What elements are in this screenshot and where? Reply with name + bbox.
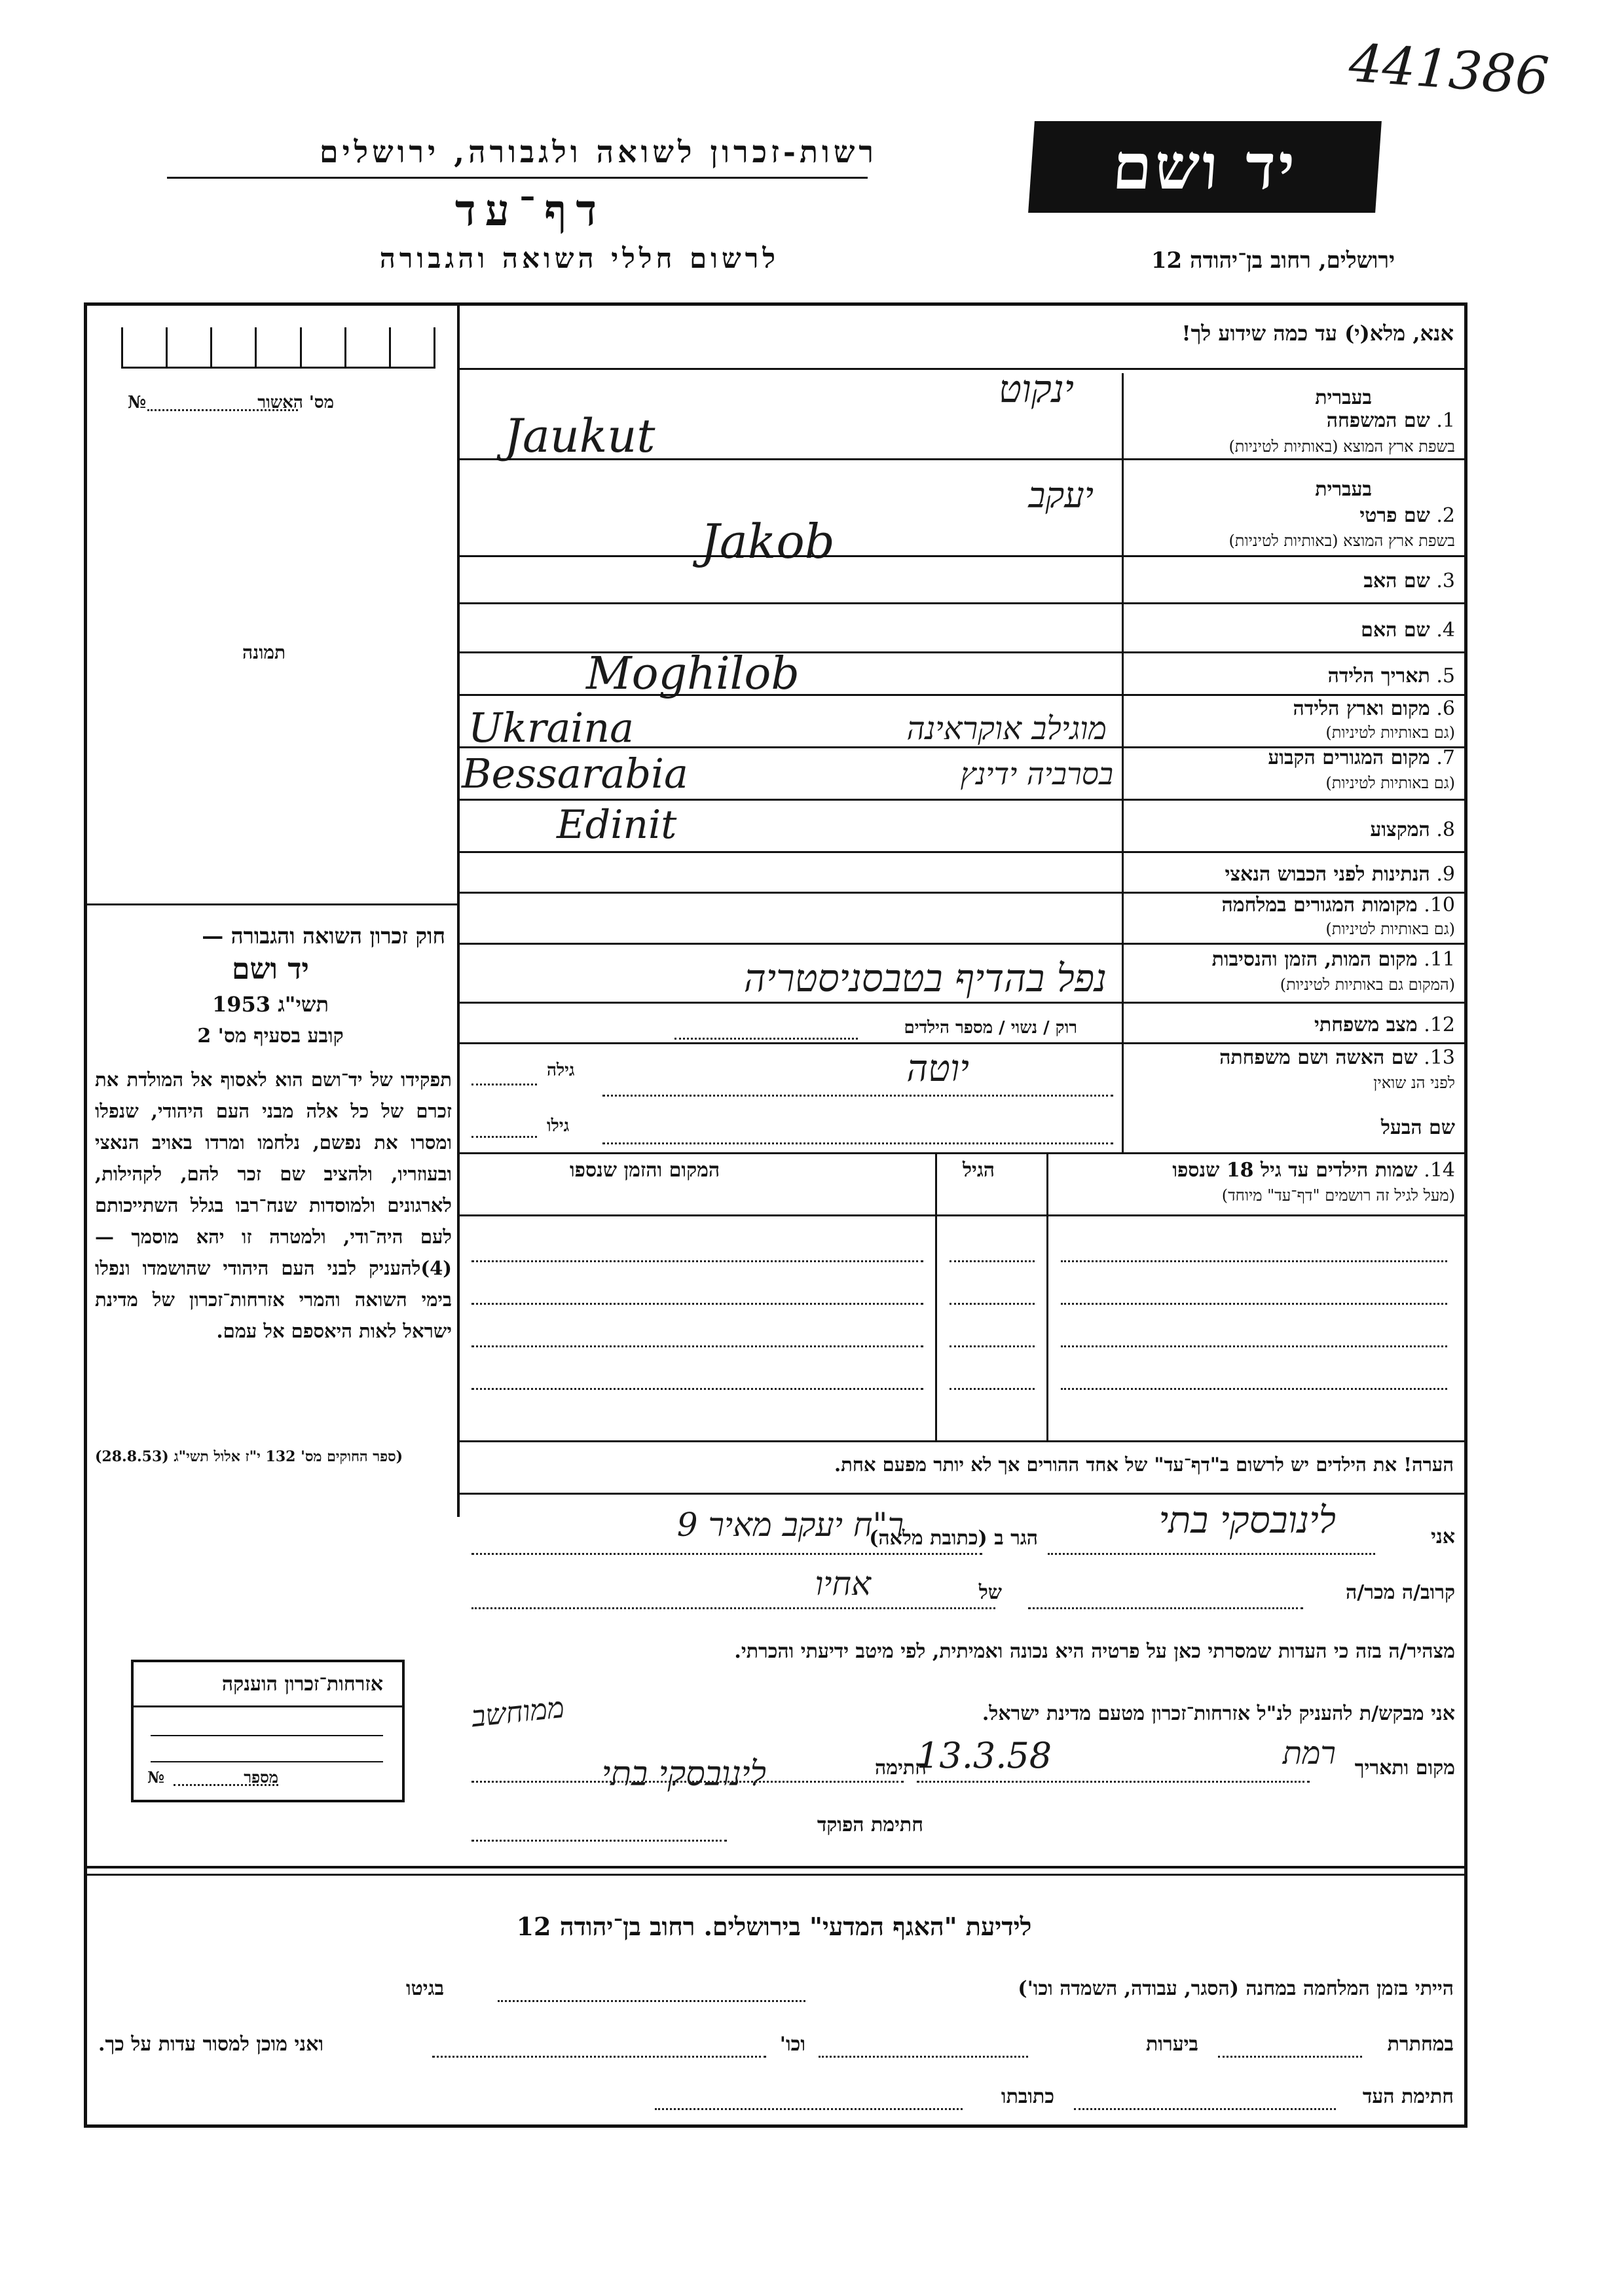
officer-label: חתימת הפוקד: [817, 1813, 923, 1836]
field-13-value-he: יוטה: [906, 1048, 969, 1090]
field-6-value-latin: Ukraina: [468, 704, 635, 752]
field-7-sub: (גם באותיות לטיניות): [1325, 774, 1455, 792]
info-line2-b: ביערות: [1145, 2033, 1198, 2056]
field-5-label: תאריך הלידה: [1327, 665, 1430, 687]
info-line2-a: במחתרת: [1387, 2033, 1454, 2056]
children-row: [1061, 1345, 1447, 1347]
approval-no: №: [128, 393, 147, 412]
law-source: (ספר החוקים מס' 132 י"ז אלול תשי"ג (28.8.53): [95, 1448, 403, 1465]
field-12-num: 12.: [1424, 1013, 1455, 1036]
field-10-num: 10.: [1424, 894, 1455, 917]
field-1-value-he: ינקוט: [999, 367, 1074, 411]
children-row: [471, 1388, 923, 1390]
field-3-label: שם האב: [1363, 570, 1430, 592]
field-1-label: שם המשפחה: [1326, 409, 1430, 432]
info-line1: הייתי בזמן המלחמה במחנה (הסגר, עבודה, השמדה וכו'): [1018, 1977, 1454, 2000]
info-line1-end: בגיטו: [406, 1977, 445, 2000]
field-2-num: 2.: [1436, 504, 1455, 527]
field-2-sub: בשפת ארץ המוצא (באותיות לטיניות): [1228, 532, 1455, 550]
field-7-num: 7.: [1436, 746, 1455, 769]
children-note: הערה! את הילדים יש לרשום ב"דף־עד" של אחד ההורים אך לא יותר מפעם אחת.: [834, 1453, 1454, 1476]
field-2-hebrew-tag: בעברית: [1315, 478, 1372, 501]
law-body: תפקידו של יד־ושם הוא לאסוף אל המולדת את זכרם של כל אלה מבני העם היהודי, שנפלו ומסרו את נפשם, נלחמו ומרדו באויב הנאצי ובעוזריו, ולהציב שם זכר להם, לקהילות, לארגונים ולמוסדות שנח־רבו בגלל השתייכותם לעם היה־ודי, ולמטרה זו יהא מוסמך — (4)להעניק לבני העם היהודי שהושמדו ונפלו בימי השואה והמרי אזרחות־זכרון של מדינת ישראל לאות היאספם אל עמם.: [95, 1068, 452, 1342]
children-row: [1061, 1303, 1447, 1305]
page-title: דף־עד: [454, 185, 606, 236]
children-row: [1061, 1260, 1447, 1262]
info-line3-a: חתימת העד: [1362, 2085, 1454, 2108]
field-2-value-he: יעקב: [1028, 475, 1094, 516]
decl-signature-label: חתימה: [875, 1757, 927, 1779]
field-13-sub: לפני הנ שואין: [1373, 1074, 1455, 1092]
field-10-sub: (גם באותיות לטיניות): [1325, 920, 1455, 938]
field-2-label: שם פרטי: [1359, 504, 1430, 527]
approval-label: מס' האשור: [257, 393, 334, 412]
field-4-label: שם האם: [1361, 619, 1430, 642]
field-2-value-latin: Jakob: [701, 514, 835, 569]
authority-title: רשות-זכרון לשואה ולגבורה, ירושלים: [319, 134, 877, 170]
field-12-options: רוק / נשוי / מספר הילדים: [904, 1018, 1077, 1038]
decl-i-label: אני: [1431, 1525, 1455, 1548]
field-10-label: מקומות המגורים במלחמה: [1221, 894, 1418, 917]
field-1-hebrew-tag: בעברית: [1315, 386, 1372, 409]
info-line3-b: כתובתו: [1001, 2085, 1054, 2108]
children-row: [950, 1345, 1035, 1347]
field-11-num: 11.: [1424, 948, 1455, 971]
law-line1: חוק זכרון השואה והגבורה —: [202, 923, 445, 949]
field-14-sub: (מעל לגיל זה רושמים "דף־עד" מיוחד): [1221, 1186, 1455, 1205]
field-7-value-he: בסרביה ידינץ: [960, 756, 1113, 792]
info-title: לידיעת "האגף המדעי" בירושלים. רחוב בן־יהודה 12: [516, 1912, 1032, 1941]
col-place: המקום והזמן שנספו: [570, 1159, 720, 1182]
husband-label: שם הבעל: [1380, 1116, 1455, 1139]
field-14-num: 14.: [1424, 1159, 1455, 1182]
info-line2-end: ואני מוכן למסור עדות על כך.: [98, 2033, 324, 2056]
law-line3: תשי"ג 1953: [212, 992, 329, 1017]
field-6-value-he: מוגילב אוקראינה: [906, 710, 1107, 747]
field-12-label: מצב משפחתי: [1314, 1013, 1418, 1036]
field-7-value-latin2: Edinit: [557, 802, 677, 848]
field-9-label: הנתינות לפני הכבוש הנאצי: [1225, 863, 1430, 886]
page-subtitle: לרשום חללי השואה והגבורה: [379, 242, 779, 274]
field-6-num: 6.: [1436, 697, 1455, 720]
field-13-label: שם האשה ושם משפחתה: [1219, 1046, 1418, 1069]
yad-vashem-logo: [1028, 121, 1382, 213]
field-1-value-latin: Jaukut: [504, 409, 655, 463]
decl-relation-value: אחיו: [815, 1565, 871, 1603]
col-age: הגיל: [963, 1159, 995, 1182]
field-1-num: 1.: [1436, 409, 1455, 432]
field-13-age-label: גילה: [547, 1061, 575, 1080]
logo-text: יד ושם: [1110, 130, 1300, 204]
children-row: [471, 1345, 923, 1347]
decl-address-value: ר"ח יעקב מאיר 9: [676, 1506, 904, 1544]
field-9-num: 9.: [1436, 863, 1455, 886]
archive-number: 441386: [1347, 32, 1551, 107]
photo-label: תמונה: [242, 642, 286, 663]
field-3-num: 3.: [1436, 570, 1455, 592]
field-6-label: מקום וארץ הלידה: [1293, 697, 1430, 720]
children-row: [950, 1388, 1035, 1390]
certificate-title: אזרחות־זכרון הוענקה: [221, 1673, 383, 1696]
decl-date-value: 13.3.58: [917, 1735, 1052, 1776]
children-row: [1061, 1388, 1447, 1390]
field-11-value-he: נפל בהדיף בטבסניסטריה: [743, 956, 1107, 1000]
info-line2-c: וכו': [779, 2033, 805, 2056]
field-11-sub: (המקום גם באותיות לטיניות): [1280, 975, 1455, 994]
children-row: [471, 1260, 923, 1262]
law-line4: קובע בסעיף מס' 2: [197, 1025, 344, 1048]
law-line2: יד ושם: [232, 953, 309, 986]
certificate-number-label: מספר: [244, 1768, 278, 1787]
field-13-num: 13.: [1424, 1046, 1455, 1069]
decl-request: אני מבקש/ת להעניק לנ"ל אזרחות־זכרון מטעם מדינת ישראל.: [982, 1702, 1455, 1725]
field-7-label: מקום המגורים הקבוע: [1268, 746, 1430, 769]
decl-of-label: של: [978, 1581, 1002, 1604]
field-7-value-latin: Bessarabia: [462, 750, 688, 797]
decl-stamp-text: ממוחשב: [470, 1690, 566, 1734]
certificate-no: №: [147, 1768, 165, 1787]
field-1-sub: בשפת ארץ המוצא (באותיות לטיניות): [1228, 437, 1455, 456]
field-6-value-latin-top: Moghilob: [586, 648, 800, 700]
field-14-label: שמות הילדים עד גיל 18 שנספו: [1172, 1159, 1418, 1182]
field-8-label: המקצוע: [1370, 818, 1430, 841]
field-6-sub: (גם באותיות לטיניות): [1325, 723, 1455, 742]
decl-residing-label: הגר ב (כתובת מלאה): [869, 1527, 1038, 1550]
decl-place-date-label: מקום ותאריך: [1354, 1757, 1455, 1779]
children-row: [471, 1303, 923, 1305]
field-8-num: 8.: [1436, 818, 1455, 841]
children-row: [950, 1303, 1035, 1305]
approval-ticks: [121, 327, 435, 369]
decl-place-value: רמת: [1282, 1735, 1336, 1772]
decl-statement: מצהיר/ה בזה כי העדות שמסרתי כאן על פרטיה היא נכונה ואמיתית, לפי מיטב ידיעתי והכרתי.: [734, 1640, 1455, 1663]
husband-age-label: גילו: [547, 1116, 570, 1136]
header-address: ירושלים, רחוב בן־יהודה 12: [1151, 247, 1395, 274]
field-11-label: מקום המות, הזמן והנסיבות: [1211, 948, 1418, 971]
decl-name-value: לינובסקי בתי: [1158, 1499, 1336, 1542]
decl-signature-value: לינובסקי בתי: [601, 1755, 766, 1794]
field-5-num: 5.: [1436, 665, 1455, 687]
children-row: [950, 1260, 1035, 1262]
fill-instruction: אנא, מלא(י) עד כמה שידוע לך!: [1181, 321, 1454, 346]
decl-relation-label: קרוב/ה מכר/ה: [1346, 1581, 1455, 1604]
field-4-num: 4.: [1436, 619, 1455, 642]
